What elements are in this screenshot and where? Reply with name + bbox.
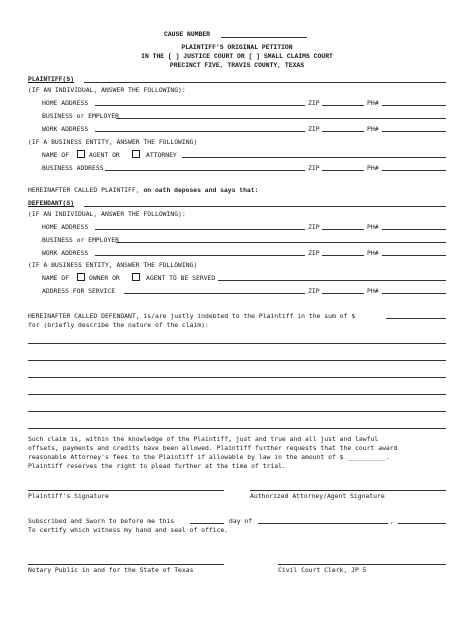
defendant-agent-checkbox[interactable] [132,273,140,281]
claim-text-line-2: offsets, payments and credits have been allowed. Plaintiff further requests that the court award [28,444,398,452]
plaintiff-heading: PLAINTIFF(S) [28,76,75,83]
defendant-business-employer-field[interactable] [116,242,446,243]
plaintiff-work-ph-label: PH# [367,125,379,133]
plaintiff-home-ph-label: PH# [367,99,379,107]
cause-number-field[interactable] [221,37,307,38]
court-line: IN THE [ ] JUSTICE COURT OR [ ] SMALL CLAIMS COURT [141,53,333,60]
plaintiff-agent-checkbox[interactable] [77,150,85,158]
plaintiff-work-address-label: WORK ADDRESS [42,125,89,133]
precinct-line: PRECINCT FIVE, TRAVIS COUNTY, TEXAS [169,62,305,69]
plaintiff-home-zip-field[interactable] [322,105,364,106]
claim-description-line[interactable] [28,428,446,429]
defendant-service-ph-field[interactable] [382,293,446,294]
plaintiff-individual-note: (IF AN INDIVIDUAL, ANSWER THE FOLLOWING): [28,86,186,94]
claim-description-line[interactable] [28,377,446,378]
claim-description-line[interactable] [28,360,446,361]
sworn-text-a: Subscribed and Sworn to before me this [28,517,175,525]
plaintiff-work-address-field[interactable] [95,131,305,132]
notary-signature-field[interactable] [28,564,224,565]
plaintiff-business-zip-field[interactable] [322,170,364,171]
plaintiff-attorney-label: ATTORNEY [146,151,177,159]
claim-text-line-3: reasonable Attorney's fees to the Plaintiff if allowable by law in the amount of $ __________. [28,453,390,461]
form-title: PLAINTIFF'S ORIGINAL PETITION [181,44,293,51]
plaintiff-signature-label: Plaintiff's Signature [28,492,109,500]
defendant-service-ph-label: PH# [367,287,379,295]
defendant-service-zip-field[interactable] [322,293,364,294]
defendant-work-ph-field[interactable] [382,255,446,256]
indebted-line-2: for (briefly describe the nature of the claim): [28,321,209,329]
plaintiff-business-employer-field[interactable] [116,118,446,119]
oath-bold: on oath deposes and says that: [143,187,259,194]
defendant-business-employer-label: BUSINESS or EMPLOYER [42,236,119,244]
plaintiff-work-zip-field[interactable] [322,131,364,132]
claim-description-line[interactable] [28,411,446,412]
defendant-home-ph-label: PH# [367,223,379,231]
plaintiff-signature-field[interactable] [28,490,224,491]
defendant-work-ph-label: PH# [367,249,379,257]
claim-text-line-1: Such claim is, within the knowledge of the Plaintiff, just and true and all just and lawful [28,435,379,443]
plaintiff-home-address-field[interactable] [95,105,305,106]
plaintiff-agent-or-label: AGENT OR [89,151,120,159]
plaintiff-home-ph-field[interactable] [382,105,446,106]
clerk-signature-field[interactable] [278,564,446,565]
sworn-text-b: day of [229,517,253,525]
defendant-agent-name-field[interactable] [218,280,446,281]
plaintiff-agent-name-field[interactable] [182,157,446,158]
defendant-home-address-field[interactable] [95,229,305,230]
plaintiff-name-of-label: NAME OF [42,151,69,159]
defendant-service-zip-label: ZIP [308,287,320,295]
plaintiff-name-field[interactable] [84,82,446,83]
plaintiff-work-zip-label: ZIP [308,125,320,133]
defendant-home-zip-field[interactable] [322,229,364,230]
claim-text-line-4: Plaintiff reserves the right to plead further at the time of trial. [28,462,286,470]
attorney-signature-label: Authorized Attorney/Agent Signature [250,492,385,500]
sworn-text-2: To certify which witness my hand and seal of office. [28,526,229,534]
plaintiff-work-ph-field[interactable] [382,131,446,132]
plaintiff-business-address-label: BUSINESS ADDRESS [42,164,104,172]
indebted-amount-field[interactable] [386,318,446,319]
sworn-day-field[interactable] [190,523,224,524]
defendant-work-address-label: WORK ADDRESS [42,249,89,257]
defendant-entity-note: (IF A BUSINESS ENTITY, ANSWER THE FOLLOWING) [28,261,198,269]
plaintiff-business-address-field[interactable] [105,170,305,171]
defendant-work-zip-label: ZIP [308,249,320,257]
plaintiff-attorney-checkbox[interactable] [132,150,140,158]
defendant-address-service-field[interactable] [124,293,305,294]
notary-label: Notary Public in and for the State of Texas [28,566,194,574]
sworn-month-field[interactable] [258,523,388,524]
defendant-home-zip-label: ZIP [308,223,320,231]
cause-number-label: CAUSE NUMBER [164,31,211,38]
attorney-signature-field[interactable] [250,490,446,491]
plaintiff-business-zip-label: ZIP [308,164,320,172]
defendant-home-ph-field[interactable] [382,229,446,230]
plaintiff-home-address-label: HOME ADDRESS [42,99,89,107]
claim-description-line[interactable] [28,394,446,395]
sworn-comma: , [390,517,394,525]
defendant-home-address-label: HOME ADDRESS [42,223,89,231]
plaintiff-business-ph-field[interactable] [382,170,446,171]
plaintiff-business-employer-label: BUSINESS or EMPLOYER [42,112,119,120]
defendant-heading: DEFENDANT(S) [28,200,75,207]
defendant-owner-or-label: OWNER OR [89,274,120,282]
claim-description-line[interactable] [28,343,446,344]
oath-statement [28,186,259,195]
defendant-work-zip-field[interactable] [322,255,364,256]
defendant-work-address-field[interactable] [95,255,305,256]
clerk-label: Civil Court Clerk, JP 5 [278,566,367,574]
defendant-name-of-label: NAME OF [42,274,69,282]
indebted-line-1: HEREINAFTER CALLED DEFENDANT, is/are justly indebted to the Plaintiff in the sum of $ [28,312,356,320]
defendant-name-field[interactable] [84,206,446,207]
defendant-address-service-label: ADDRESS FOR SERVICE [42,287,116,295]
defendant-agent-served-label: AGENT TO BE SERVED [146,274,216,282]
sworn-year-field[interactable] [398,523,446,524]
defendant-owner-checkbox[interactable] [77,273,85,281]
plaintiff-home-zip-label: ZIP [308,99,320,107]
plaintiff-entity-note: (IF A BUSINESS ENTITY, ANSWER THE FOLLOWING) [28,138,198,146]
defendant-individual-note: (IF AN INDIVIDUAL, ANSWER THE FOLLOWING): [28,210,186,218]
oath-text: HEREINAFTER CALLED PLAINTIFF, [28,186,144,194]
plaintiff-business-ph-label: PH# [367,164,379,172]
